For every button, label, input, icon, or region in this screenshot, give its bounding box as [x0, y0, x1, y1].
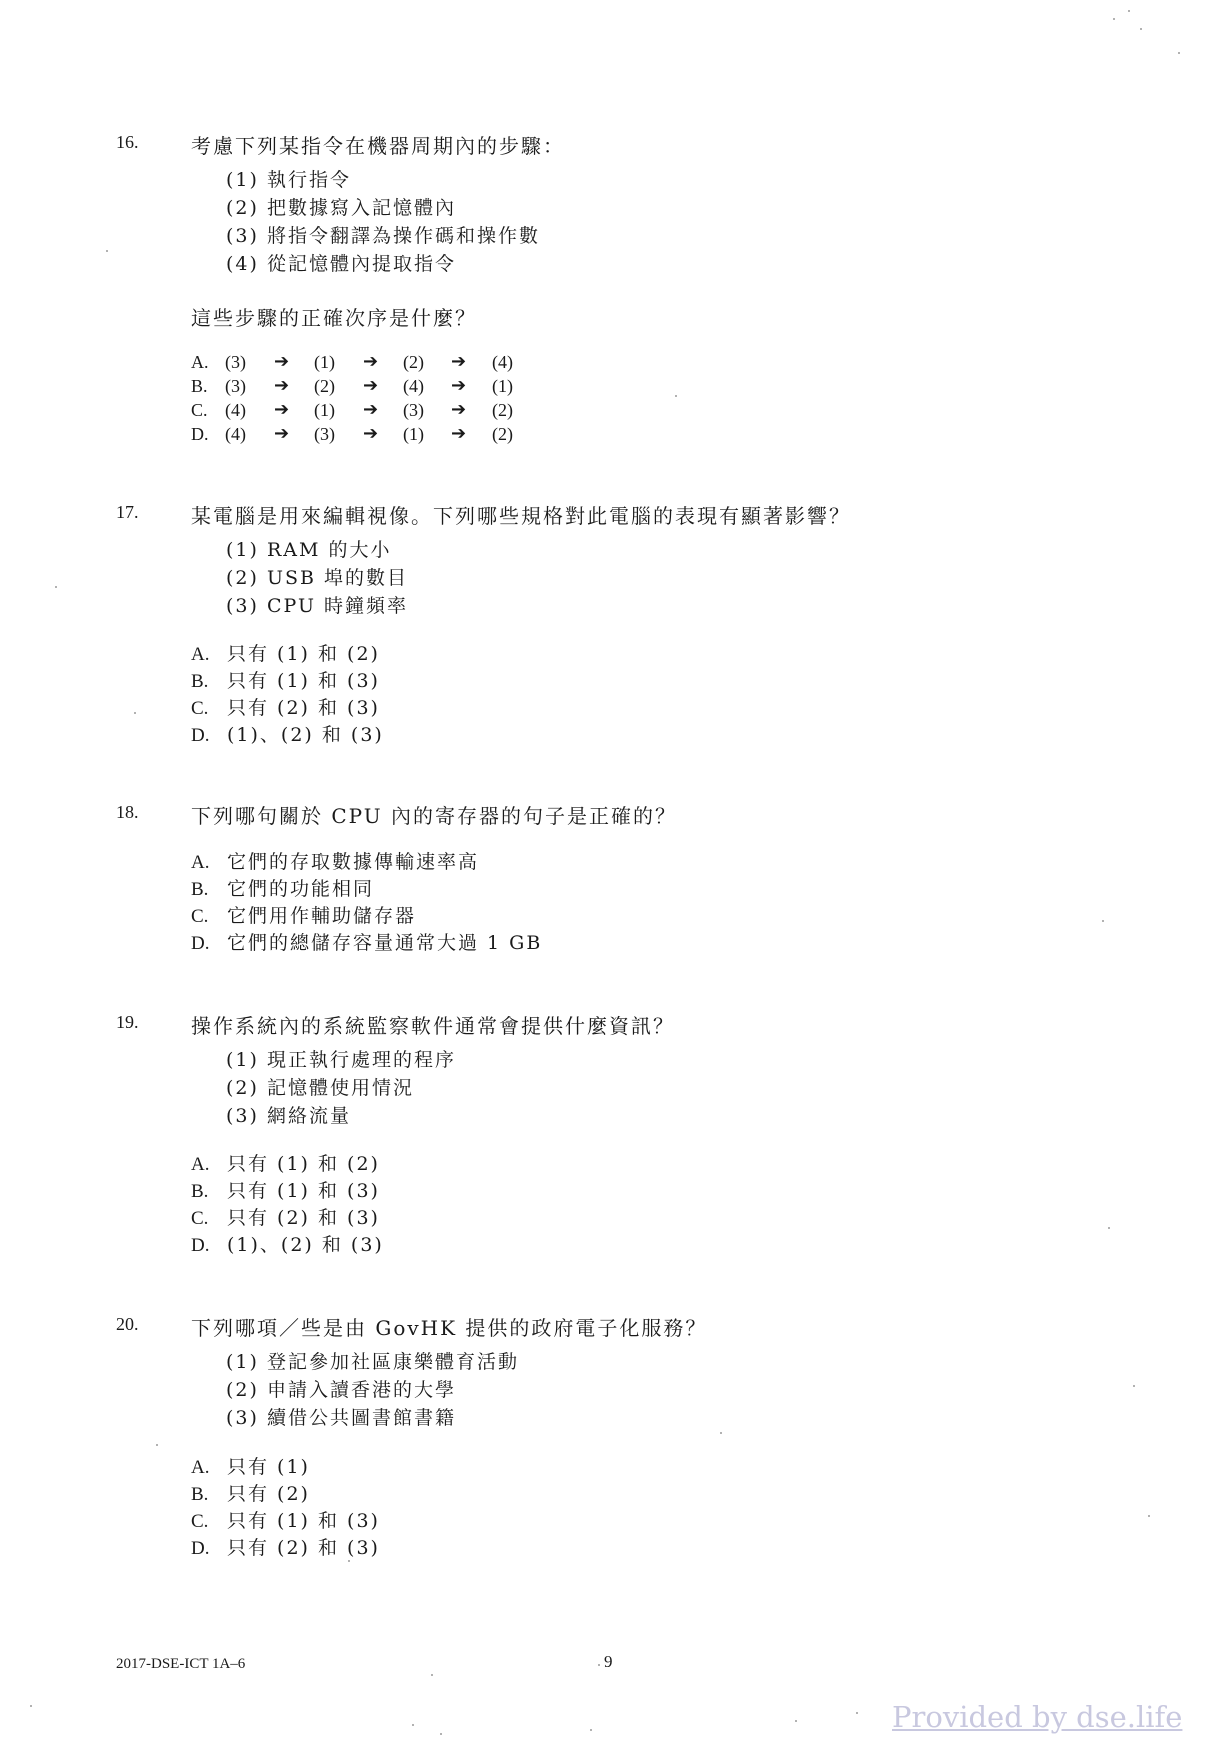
scan-speck [590, 1729, 592, 1731]
option-letter: B. [191, 1484, 209, 1505]
option-letter: A. [191, 852, 210, 873]
question-number: 18. [116, 802, 139, 822]
scan-speck [1108, 1227, 1110, 1229]
sequence-step: (1) [403, 424, 424, 444]
sequence-step: (4) [225, 400, 246, 420]
option-letter: C. [191, 906, 209, 927]
sequence-step: (4) [403, 376, 424, 396]
sequence-step: (2) [314, 376, 335, 396]
option-text: 只有 (1) 和 (2) [227, 1153, 380, 1175]
answer-option-a [191, 351, 513, 376]
sequence-step: (4) [492, 352, 513, 372]
answer-option-d [191, 423, 513, 448]
option-text: 它們的總儲存容量通常大過 1 GB [227, 932, 543, 954]
answer-option-b [191, 666, 384, 693]
option-letter: A. [191, 352, 209, 372]
option-text: 只有 (1) 和 (3) [227, 670, 380, 692]
answer-options [191, 639, 384, 747]
option-letter: C. [191, 1511, 209, 1532]
option-letter: A. [191, 644, 210, 665]
statement-list [226, 535, 408, 619]
scan-speck [106, 250, 108, 252]
statement-item: (2) 申請入讀香港的大學 [226, 1379, 456, 1401]
right-arrow-icon: ➔ [274, 423, 290, 444]
scan-speck [1133, 1385, 1135, 1387]
scan-speck [1178, 52, 1180, 54]
answer-option-d [191, 1533, 380, 1560]
answer-option-c [191, 901, 542, 928]
statement-item: (1) 登記參加社區康樂體育活動 [226, 1351, 519, 1373]
scan-speck [440, 1733, 442, 1735]
answer-option-c [191, 1203, 384, 1230]
statement-list [226, 1045, 456, 1129]
scan-speck [1102, 920, 1104, 922]
sequence-step: (1) [314, 352, 335, 372]
question-stem: 某電腦是用來編輯視像。下列哪些規格對此電腦的表現有顯著影響？ [191, 504, 851, 528]
answer-option-c [191, 693, 384, 720]
answer-option-c [191, 1506, 380, 1533]
question-prompt: 這些步驟的正確次序是什麼？ [191, 306, 477, 330]
option-text: 只有 (2) 和 (3) [227, 1537, 380, 1559]
answer-option-a [191, 1149, 384, 1176]
option-text: (1)、(2) 和 (3) [227, 1234, 384, 1256]
right-arrow-icon: ➔ [363, 423, 379, 444]
option-letter: B. [191, 879, 209, 900]
right-arrow-icon: ➔ [451, 375, 467, 396]
option-text: 只有 (1) 和 (2) [227, 643, 380, 665]
answer-option-a [191, 847, 542, 874]
scan-speck [30, 1705, 32, 1707]
sequence-step: (3) [225, 376, 246, 396]
question-number: 19. [116, 1012, 139, 1032]
option-letter: B. [191, 671, 209, 692]
statement-item: (4) 從記憶體內提取指令 [226, 253, 456, 275]
option-text: 只有 (1) [227, 1456, 310, 1478]
option-text: (1)、(2) 和 (3) [227, 724, 384, 746]
right-arrow-icon: ➔ [451, 351, 467, 372]
scan-speck [1128, 10, 1130, 12]
answer-option-b [191, 1479, 380, 1506]
right-arrow-icon: ➔ [363, 351, 379, 372]
question-number: 20. [116, 1314, 139, 1334]
option-letter: B. [191, 1181, 209, 1202]
answer-option-b [191, 874, 542, 901]
answer-option-c [191, 399, 513, 424]
answer-option-d [191, 928, 542, 955]
sequence-step: (4) [225, 424, 246, 444]
statement-item: (1) RAM 的大小 [226, 539, 392, 561]
answer-options [191, 1452, 380, 1560]
answer-option-b [191, 375, 513, 400]
scan-speck [795, 1720, 797, 1722]
option-letter: B. [191, 376, 208, 396]
option-text: 它們的功能相同 [227, 878, 375, 900]
option-letter: C. [191, 400, 208, 420]
option-letter: A. [191, 1457, 210, 1478]
option-text: 只有 (2) 和 (3) [227, 1207, 380, 1229]
scan-speck [412, 1724, 414, 1726]
answer-options [191, 351, 513, 448]
statement-item: (3) CPU 時鐘頻率 [226, 595, 408, 617]
question-stem: 操作系統內的系統監察軟件通常會提供什麼資訊？ [191, 1014, 675, 1038]
sequence-step: (3) [314, 424, 335, 444]
scan-speck [675, 395, 677, 397]
sequence-step: (3) [403, 400, 424, 420]
option-letter: D. [191, 1538, 210, 1559]
right-arrow-icon: ➔ [274, 351, 290, 372]
answer-option-b [191, 1176, 384, 1203]
option-letter: D. [191, 933, 210, 954]
scan-speck [856, 1712, 858, 1714]
statement-item: (1) 現正執行處理的程序 [226, 1049, 456, 1071]
answer-option-a [191, 639, 384, 666]
right-arrow-icon: ➔ [274, 399, 290, 420]
statement-list [226, 1347, 519, 1431]
option-letter: C. [191, 698, 209, 719]
sequence-step: (1) [492, 376, 513, 396]
option-text: 只有 (1) 和 (3) [227, 1180, 380, 1202]
answer-option-d [191, 1230, 384, 1257]
option-letter: C. [191, 1208, 209, 1229]
page-number: 9 [604, 1652, 613, 1671]
right-arrow-icon: ➔ [363, 375, 379, 396]
scan-speck [1113, 18, 1115, 20]
statement-list [226, 165, 540, 277]
scan-speck [55, 586, 57, 588]
option-text: 只有 (1) 和 (3) [227, 1510, 380, 1532]
sequence-step: (2) [492, 400, 513, 420]
scan-speck [348, 1560, 350, 1562]
scan-speck [1148, 1515, 1150, 1517]
scan-speck [431, 1674, 433, 1676]
option-letter: A. [191, 1154, 210, 1175]
scan-speck [156, 1444, 158, 1446]
option-letter: D. [191, 424, 209, 444]
statement-item: (3) 續借公共圖書館書籍 [226, 1407, 456, 1429]
option-text: 它們的存取數據傳輸速率高 [227, 851, 480, 873]
answer-options [191, 847, 542, 955]
sequence-step: (1) [314, 400, 335, 420]
statement-item: (3) 將指令翻譯為操作碼和操作數 [226, 225, 540, 247]
statement-item: (2) 把數據寫入記憶體內 [226, 197, 456, 219]
scan-speck [134, 712, 136, 714]
paper-code: 2017-DSE-ICT 1A–6 [116, 1656, 246, 1672]
scan-speck [598, 1664, 600, 1666]
answer-options [191, 1149, 384, 1257]
right-arrow-icon: ➔ [274, 375, 290, 396]
sequence-step: (2) [403, 352, 424, 372]
sequence-step: (3) [225, 352, 246, 372]
question-number: 17. [116, 502, 139, 522]
statement-item: (2) 記憶體使用情況 [226, 1077, 414, 1099]
answer-option-a [191, 1452, 380, 1479]
statement-item: (2) USB 埠的數目 [226, 567, 408, 589]
question-stem: 考慮下列某指令在機器周期內的步驟： [191, 134, 565, 158]
statement-item: (3) 網絡流量 [226, 1105, 351, 1127]
option-text: 只有 (2) 和 (3) [227, 697, 380, 719]
right-arrow-icon: ➔ [451, 423, 467, 444]
question-number: 16. [116, 132, 139, 152]
option-letter: D. [191, 1235, 210, 1256]
right-arrow-icon: ➔ [363, 399, 379, 420]
question-stem: 下列哪項／些是由 GovHK 提供的政府電子化服務？ [191, 1316, 708, 1340]
watermark-link[interactable]: Provided by dse.life [892, 1700, 1183, 1734]
statement-item: (1) 執行指令 [226, 169, 351, 191]
sequence-step: (2) [492, 424, 513, 444]
option-text: 只有 (2) [227, 1483, 310, 1505]
right-arrow-icon: ➔ [451, 399, 467, 420]
scan-speck [720, 1432, 722, 1434]
option-letter: D. [191, 725, 210, 746]
question-stem: 下列哪句關於 CPU 內的寄存器的句子是正確的？ [191, 804, 677, 828]
scan-speck [1140, 28, 1142, 30]
option-text: 它們用作輔助儲存器 [227, 905, 417, 927]
answer-option-d [191, 720, 384, 747]
